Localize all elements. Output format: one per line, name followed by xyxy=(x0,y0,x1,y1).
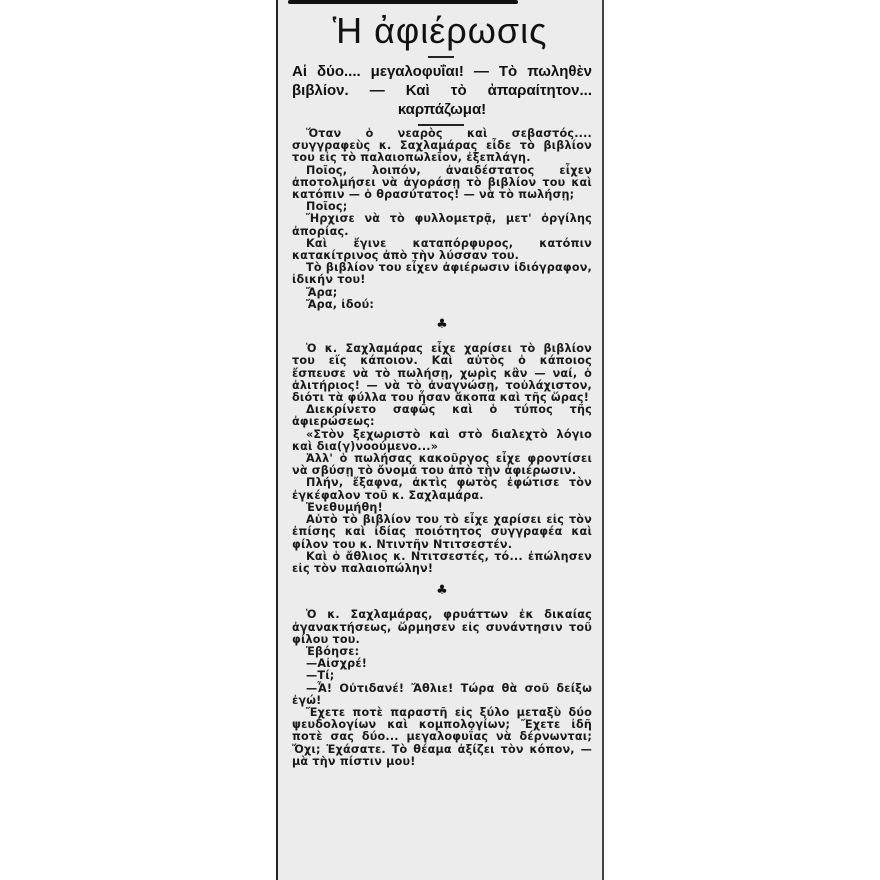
ornament-icon: ♣ xyxy=(436,317,448,333)
article-title: Ἡ ἀφιέρωσις xyxy=(332,10,548,51)
subtitle-divider xyxy=(418,124,464,126)
paragraph: «Στὸν ξεχωριστὸ καὶ στὸ διαλεχτὸ λόγιο καὶ δια(γ)νοούμενο...» xyxy=(292,427,592,453)
article-body xyxy=(292,128,592,768)
paragraph: Ἔχετε ποτὲ παραστῆ εἰς ξύλο μεταξὺ δύο ψευδολογίων καὶ κομπολογίων; Ἔχετε ἰδῆ ποτὲ σας δύο... μεγαλοφυΐας νὰ δέρνωνται; Ὄχι; Ἐχάσατε. Τὸ θέαμα ἀξίζει τὸν κόπον, — μὰ τὴν πίστιν μου! xyxy=(292,705,592,768)
paragraph: Αὐτὸ τὸ βιβλίον του τὸ εἶχε χαρίσει εἰς τὸν ἐπίσης καὶ ἰδίας ποιότητος συγγραφέα καὶ φίλον του κ. Ντιντῆν Ντιτσεστέν. xyxy=(292,513,592,551)
paragraph: —Τί; xyxy=(306,669,335,683)
top-rule-divider xyxy=(288,0,518,4)
paragraph: Ἄρα; xyxy=(306,285,338,299)
ornament-icon: ♣ xyxy=(436,583,448,599)
paragraph: Ἐνεθυμήθη! xyxy=(306,500,383,514)
paragraph: Ἐβόησε: xyxy=(306,644,360,658)
paragraph: Ἀλλ' ὁ πωλήσας κακοῦργος εἶχε φροντίσει νὰ σβύσῃ τὸ ὄνομά του ἀπὸ τὴν ἀφιέρωσιν. xyxy=(292,452,592,478)
paragraph: Καὶ ὁ ἄθλιος κ. Ντιτσεστές, τό... ἐπώλησεν εἰς τὸν παλαιοπώλην! xyxy=(292,549,592,575)
paragraph: —Ἆ! Οὐτιδανέ! Ἄθλιε! Τώρα θὰ σοῦ δείξω ἐγώ! xyxy=(292,681,592,707)
paragraph: Διεκρίνετο σαφῶς καὶ ὁ τύπος τῆς ἀφιερώσεως: xyxy=(292,403,592,429)
paragraph: Ὁ κ. Σαχλαμάρας εἶχε χαρίσει τὸ βιβλίον του εἴς κάποιον. Καὶ αὐτὸς ὁ κάποιος ἔσπευσε νὰ τὸ πωλήσῃ, χωρὶς κἂν — ναί, ὁ ἀλιτήριος! — νὰ τὸ ἀναγνώσῃ, τοὐλάχιστον, διότι τὰ φύλλα του ἦσαν ἄκοπα καὶ τῆς ὥρας! xyxy=(292,342,592,405)
newspaper-clipping xyxy=(276,0,604,880)
paragraph: Καὶ ἔγινε καταπόρφυρος, κατόπιν κατακίτρινος ἀπὸ τὴν λύσσαν του. xyxy=(292,236,592,263)
paragraph: Ὁ κ. Σαχλαμάρας, φρυάττων ἐκ δικαίας ἀγανακτήσεως, ὥρμησεν εἰς συνάντησιν τοῦ φίλου του. xyxy=(292,608,592,646)
paragraph: Ἤρχισε νὰ τὸ φυλλομετρᾷ, μετ' ὀργίλης ἀπορίας. xyxy=(292,212,592,238)
article-subtitle: Αἱ δύο.... μεγαλοφυΐαι! — Τὸ πωληθὲν βιβλίον. — Καὶ τὸ ἀπαραίτητον... καρπάζωμα! xyxy=(292,63,592,118)
paragraph: Τὸ βιβλίον του εἶχεν ἀφιέρωσιν ἰδιόγραφον, ἰδικήν του! xyxy=(292,261,592,287)
title-divider xyxy=(428,56,454,58)
paragraph: —Αἰσχρέ! xyxy=(306,657,368,671)
paragraph: Ἄρα, ἰδού: xyxy=(306,297,375,311)
paragraph: Ποῖος; xyxy=(306,200,348,214)
paragraph: Πλήν, ἔξαφνα, ἀκτὶς φωτὸς ἐφώτισε τὸν ἐγκέφαλον τοῦ κ. Σαχλαμάρα. xyxy=(292,476,592,502)
paragraph: Ποῖος, λοιπόν, ἀναιδέστατος εἶχεν ἀποτολμήσει νὰ ἀγοράσῃ τὸ βιβλίον του καὶ κατόπιν — ὁ θρασύτατος! — νὰ τὸ πωλήσῃ; xyxy=(292,163,592,202)
paragraph: Ὅταν ὁ νεαρὸς καὶ σεβαστός.... συγγραφεὺς κ. Σαχλαμάρας εἶδε τὸ βιβλίον του εἰς τὸ παλαιοπωλεῖον, ἐξεπλάγη. xyxy=(292,127,592,165)
